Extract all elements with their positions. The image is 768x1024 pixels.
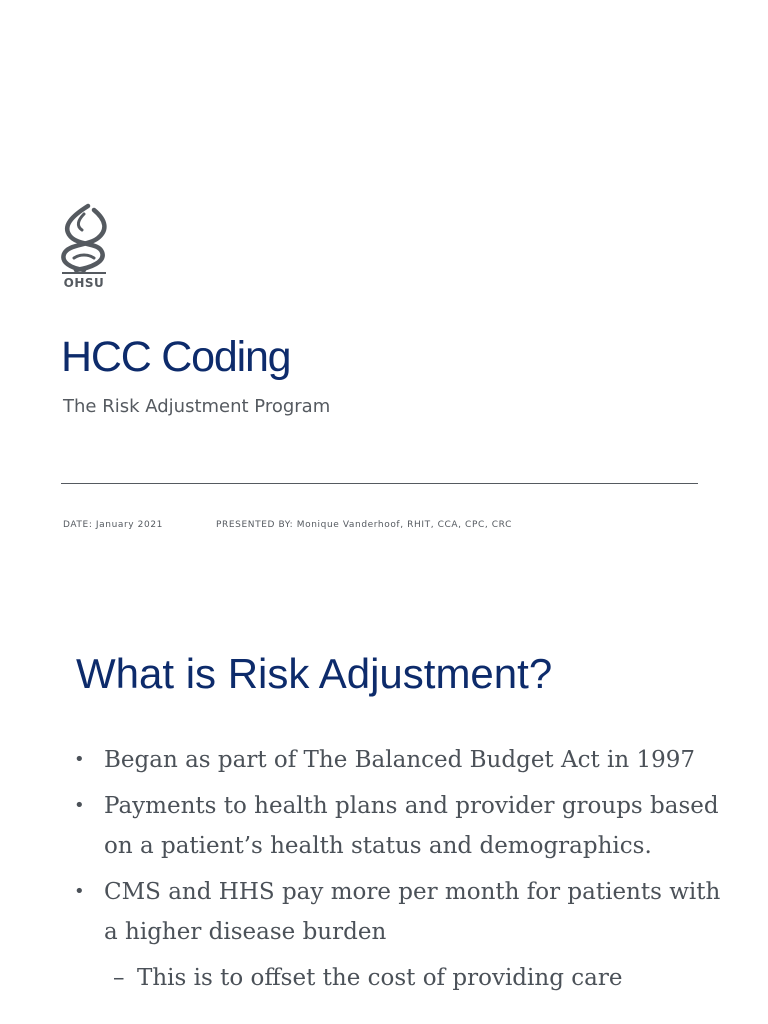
slide-heading: What is Risk Adjustment? — [76, 650, 553, 697]
logo-wordmark: OHSU — [63, 276, 105, 290]
bullet-text: Payments to health plans and provider groups based on a patient’s health status and demographics. — [104, 793, 719, 859]
presenter-label: PRESENTED BY: Monique Vanderhoof, RHIT, CCA, CPC, CRC — [216, 520, 512, 530]
bullet-list — [0, 740, 768, 998]
list-item — [0, 740, 768, 780]
ohsu-helix-logo-icon — [56, 202, 112, 274]
divider — [61, 483, 698, 484]
bullet-dot-icon: • — [74, 749, 85, 770]
bullet-dot-icon: • — [74, 795, 85, 816]
bullet-dot-icon: • — [74, 881, 85, 902]
slide-title: HCC Coding — [61, 333, 291, 381]
slide-subtitle: The Risk Adjustment Program — [63, 396, 331, 417]
dash-icon: – — [113, 965, 125, 991]
content-slide — [0, 590, 768, 1024]
sub-bullet-text: This is to offset the cost of providing care — [137, 965, 623, 991]
list-item — [0, 872, 768, 952]
ohsu-logo — [56, 202, 112, 294]
bullet-text: Began as part of The Balanced Budget Act in 1997 — [104, 747, 696, 773]
list-item — [0, 786, 768, 866]
bullet-text: CMS and HHS pay more per month for patients with a higher disease burden — [104, 879, 721, 945]
date-label: DATE: January 2021 — [63, 520, 163, 530]
sub-list-item — [0, 958, 768, 998]
